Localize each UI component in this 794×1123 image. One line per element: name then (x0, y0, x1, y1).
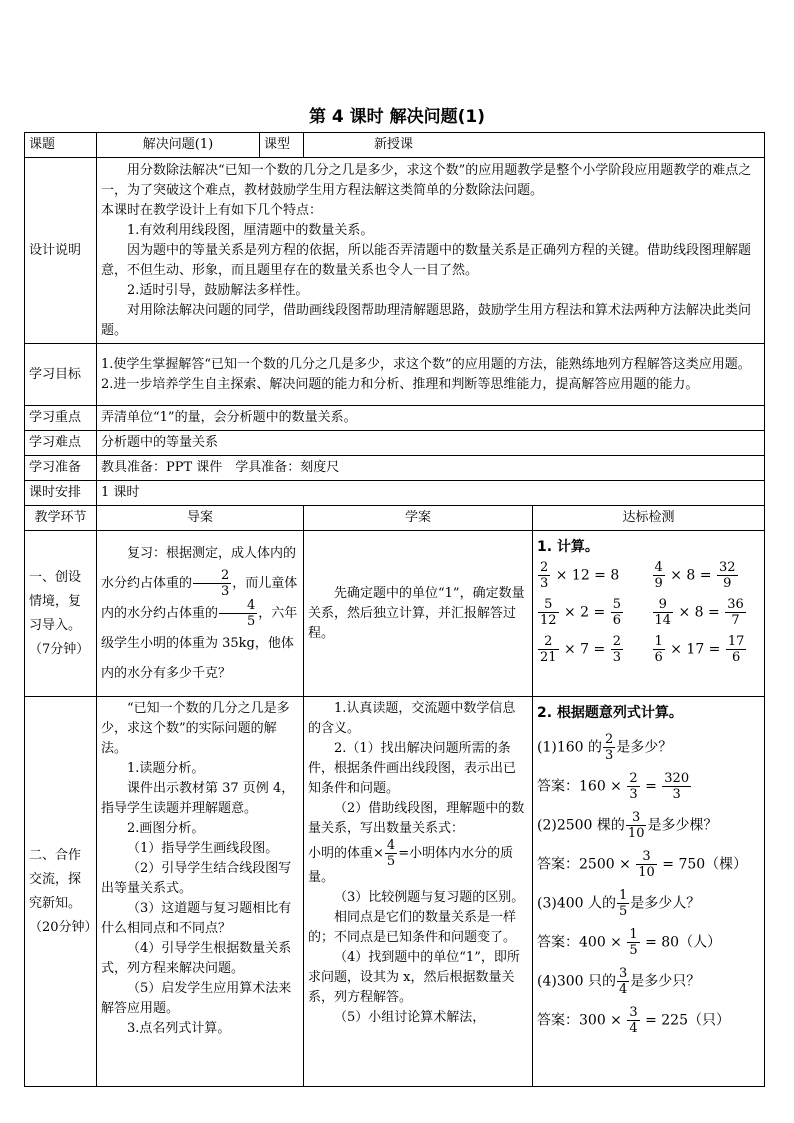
calc-item (537, 635, 646, 664)
calc-item (537, 598, 646, 627)
numerator: 4 (386, 838, 396, 853)
check-question (537, 967, 760, 996)
denominator: 6 (612, 613, 621, 628)
fraction (626, 811, 647, 840)
denominator: 5 (386, 854, 396, 869)
fraction (717, 561, 738, 590)
denominator: 21 (540, 650, 557, 665)
answer-text: 答案：300 × (537, 1012, 627, 1029)
schedule-value: 1 课时 (97, 481, 765, 506)
guide-line: 课件出示教材第 37 页例 4，指导学生读题并理解题意。 (101, 781, 295, 816)
guide-line: “已知一个数的几分之几是多少，求这个数”的实际问题的解法。 (101, 701, 290, 756)
guide-line: （5）启发学生应用算术法来解答应用题。 (101, 981, 292, 1016)
denominator: 4 (619, 982, 628, 997)
study-line: （5）小组讨论算术解法， (334, 1010, 486, 1025)
guide-text-a: 复习：根据测定，成人体内的水分约占体重的 (101, 545, 297, 591)
fraction (538, 598, 559, 627)
check-title-1: 1. 计算。 (537, 539, 599, 555)
fraction (538, 561, 550, 590)
calc-op: × 17 = (665, 641, 725, 658)
section2-row (25, 697, 765, 1087)
denominator: 7 (731, 613, 740, 628)
design-text-6: 对用除法解决问题的同学，借助画线段图帮助理清解题思路，鼓励学生用方程法和算术法两种方法解决此类问题。 (101, 302, 752, 338)
difficulty-label: 学习难点 (25, 431, 97, 456)
denominator: 9 (654, 576, 663, 591)
denominator: 3 (672, 787, 681, 802)
numerator: 1 (629, 927, 638, 942)
goal-1: 1.使学生掌握解答“已知一个数的几分之几是多少，求这个数”的应用题的方法，能熟练地列方程解答这类应用题。 (101, 356, 751, 372)
numerator: 2 (605, 732, 614, 747)
numerator: 5 (538, 598, 559, 613)
calc-item (652, 598, 761, 627)
denominator: 3 (605, 748, 614, 763)
guide-line: 1.读题分析。 (127, 761, 205, 776)
guide-text-b: ，而儿童体内的水分约占体重的 (101, 575, 298, 621)
calc-op: × 7 = (559, 641, 610, 658)
focus-value: 弄清单位“1”的量，会分析题中的数量关系。 (97, 406, 765, 431)
section1-stage: 一、创设情境，复习导入。（7分钟） (25, 531, 97, 697)
denominator: 5 (619, 904, 628, 919)
study-line: 2.（1）找出解决问题所需的条件，根据条件画出线段图，表示出已知条件和问题。 (308, 741, 517, 796)
prep-row (25, 456, 765, 481)
design-label: 设计说明 (25, 158, 97, 344)
schedule-label: 课时安排 (25, 481, 97, 506)
section2-stage: 二、合作交流，探究新知。（20分钟） (25, 697, 97, 1087)
denominator: 14 (654, 613, 672, 628)
numerator: 1 (619, 888, 628, 903)
question-text: (1)160 的 (537, 739, 603, 756)
answer-text: = 750（棵） (657, 856, 748, 873)
schedule-row (25, 481, 765, 506)
type-value: 新授课 (304, 133, 765, 158)
denominator: 4 (629, 1021, 638, 1036)
calc-item (537, 561, 646, 590)
question-text: (3)400 人的 (537, 895, 617, 912)
numerator: 3 (629, 1005, 638, 1020)
check-items (537, 733, 760, 1035)
denominator: 3 (629, 787, 638, 802)
check-answer (537, 1006, 760, 1035)
section2-check (533, 697, 765, 1087)
header-row (25, 506, 765, 531)
denominator: 6 (654, 650, 663, 665)
numerator: 36 (727, 597, 744, 612)
fraction (627, 1006, 639, 1035)
numerator: 17 (727, 634, 745, 649)
guide-line: （3）这道题与复习题相比有什么相同点和不同点？ (101, 901, 292, 936)
numerator: 2 (538, 635, 559, 650)
denominator: 6 (731, 650, 741, 665)
section1-row (25, 531, 765, 697)
denominator: 5 (247, 613, 256, 629)
focus-label: 学习重点 (25, 406, 97, 431)
numerator: 3 (626, 811, 647, 826)
fraction (538, 635, 559, 664)
answer-text: = 80（人） (640, 934, 722, 951)
answer-text: 答案：160 × (537, 778, 627, 795)
check-question (537, 811, 760, 840)
fraction (627, 772, 639, 801)
type-label: 课型 (260, 133, 304, 158)
equation-text: 小明的体重× (308, 846, 384, 861)
header-check: 达标检测 (533, 506, 765, 531)
numerator: 2 (612, 634, 621, 649)
check-answer (537, 850, 760, 879)
topic-label: 课题 (25, 133, 97, 158)
denominator: 10 (627, 826, 645, 841)
fraction (617, 967, 629, 996)
design-text-1: 用分数除法解决“已知一个数的几分之几是多少，求这个数”的应用题教学是整个小学阶段应用题教学的难点之一，为了突破这个难点，教材鼓励学生用方程法解这类简单的分数除法问题。 (101, 162, 752, 198)
numerator: 4 (654, 560, 663, 575)
study-line: 1.认真读题，交流题中数学信息的含义。 (308, 701, 516, 736)
fraction (726, 635, 747, 664)
check-title-2: 2. 根据题意列式计算。 (537, 705, 683, 721)
numerator: 32 (718, 560, 736, 575)
design-text-5: 2.适时引导，鼓励解法多样性。 (127, 282, 309, 298)
page-title: 第 4 课时 解决问题(1) (309, 107, 485, 127)
check-question (537, 733, 760, 762)
study-line: （2）借助线段图，理解题中的数量关系，写出数量关系式： (308, 801, 525, 836)
section2-study (304, 697, 533, 1087)
calc-op: × 2 = (559, 604, 610, 621)
numerator: 5 (612, 597, 621, 612)
denominator: 3 (612, 650, 621, 665)
fraction (653, 598, 674, 627)
calc-item (652, 635, 761, 664)
design-content (97, 158, 765, 344)
numerator: 3 (619, 966, 628, 981)
numerator: 3 (636, 850, 657, 865)
fraction (627, 928, 639, 957)
calc-op: × 8 = (665, 567, 716, 584)
fraction (219, 599, 257, 628)
numerator: 2 (540, 560, 549, 575)
section1-check (533, 531, 765, 697)
guide-line: （1）指导学生画线段图。 (127, 841, 279, 856)
calc-grid (537, 561, 760, 664)
calc-item (652, 561, 761, 590)
question-text: 是多少只？ (630, 973, 701, 990)
guide-text-c: ，六年级学生小明的体重为 35kg，他体内的水分有多少千克？ (101, 605, 298, 681)
difficulty-value: 分析题中的等量关系 (97, 431, 765, 456)
difficulty-row (25, 431, 765, 456)
check-answer (537, 928, 760, 957)
guide-line: （4）引导学生根据数量关系式，列方程来解决问题。 (101, 941, 292, 976)
numerator: 2 (193, 569, 231, 584)
goals-label: 学习目标 (25, 344, 97, 406)
denominator: 9 (723, 576, 732, 591)
design-text-3: 1.有效利用线段图，厘清题中的数量关系。 (127, 222, 374, 238)
check-answer (537, 772, 760, 801)
question-text: 是多少棵？ (647, 817, 718, 834)
goals-row (25, 344, 765, 406)
header-stage: 教学环节 (25, 506, 97, 531)
fraction (725, 598, 746, 627)
numerator: 320 (664, 771, 690, 786)
design-row (25, 158, 765, 344)
denominator: 5 (629, 943, 638, 958)
study-line: 相同点是它们的数量关系是一样的；不同点是已知条件和问题变了。 (308, 910, 517, 945)
fraction (653, 561, 665, 590)
section2-guide (97, 697, 304, 1087)
prep-label: 学习准备 (25, 456, 97, 481)
fraction (603, 733, 615, 762)
fraction (611, 598, 623, 627)
study-line: （4）找到题中的单位“1”，即所求问题，设其为 x，然后根据数量关系，列方程解答。 (308, 950, 520, 1005)
header-guide: 导案 (97, 506, 304, 531)
goals-content (97, 344, 765, 406)
equation-text: =小明体内水分的质量。 (308, 846, 514, 885)
section1-guide-text (101, 539, 299, 689)
topic-value: 解决问题(1) (97, 133, 260, 158)
answer-text: 答案：2500 × (537, 856, 636, 873)
check-question (537, 889, 760, 918)
topic-row (25, 133, 765, 158)
question-text: 是多少人？ (630, 895, 701, 912)
fraction (611, 635, 623, 664)
fraction (617, 889, 629, 918)
design-text-4: 因为题中的等量关系是列方程的依据，所以能否弄清题中的数量关系是正确列方程的关键。借助线段图理解题意，不但生动、形象，而且题里存在的数量关系也令人一目了然。 (101, 242, 752, 278)
answer-text: = (640, 778, 662, 795)
design-text-2: 本课时在教学设计上有如下几个特点： (101, 202, 323, 218)
calc-op: × 8 = (674, 604, 725, 621)
fraction (662, 772, 691, 801)
header-study: 学案 (304, 506, 533, 531)
numerator: 9 (653, 598, 674, 613)
fraction (193, 569, 231, 598)
calc-op: × 12 = 8 (551, 567, 620, 584)
section1-study-text: 先确定题中的单位“1”，确定数量关系，然后独立计算，并汇报解答过程。 (308, 585, 525, 641)
guide-line: 3.点名列式计算。 (127, 1021, 231, 1036)
study-line: （3）比较例题与复习题的区别。 (334, 890, 525, 905)
answer-text: 答案：400 × (537, 934, 627, 951)
lesson-plan-table (24, 132, 765, 1087)
question-text: (4)300 只的 (537, 973, 617, 990)
question-text: 是多少？ (616, 739, 673, 756)
fraction (636, 850, 657, 879)
answer-text: = 225（只） (640, 1012, 730, 1029)
section1-guide (97, 531, 304, 697)
prep-value: 教具准备：PPT 课件 学具准备：刻度尺 (97, 456, 765, 481)
numerator: 4 (219, 599, 257, 614)
denominator: 10 (638, 865, 655, 880)
guide-line: 2.画图分析。 (127, 821, 205, 836)
denominator: 3 (540, 576, 549, 591)
section1-study (304, 531, 533, 697)
focus-row (25, 406, 765, 431)
numerator: 2 (629, 771, 638, 786)
fraction (385, 839, 397, 868)
fraction (653, 635, 665, 664)
guide-line: （2）引导学生结合线段图写出等量关系式。 (101, 861, 292, 896)
denominator: 3 (221, 583, 230, 599)
goal-2: 2.进一步培养学生自主探索、解决问题的能力和分析、推理和判断等思维能力，提高解答应用题的能力。 (101, 376, 699, 392)
numerator: 1 (654, 634, 663, 649)
study-equation (308, 839, 528, 888)
question-text: (2)2500 棵的 (537, 817, 625, 834)
denominator: 12 (540, 613, 557, 628)
